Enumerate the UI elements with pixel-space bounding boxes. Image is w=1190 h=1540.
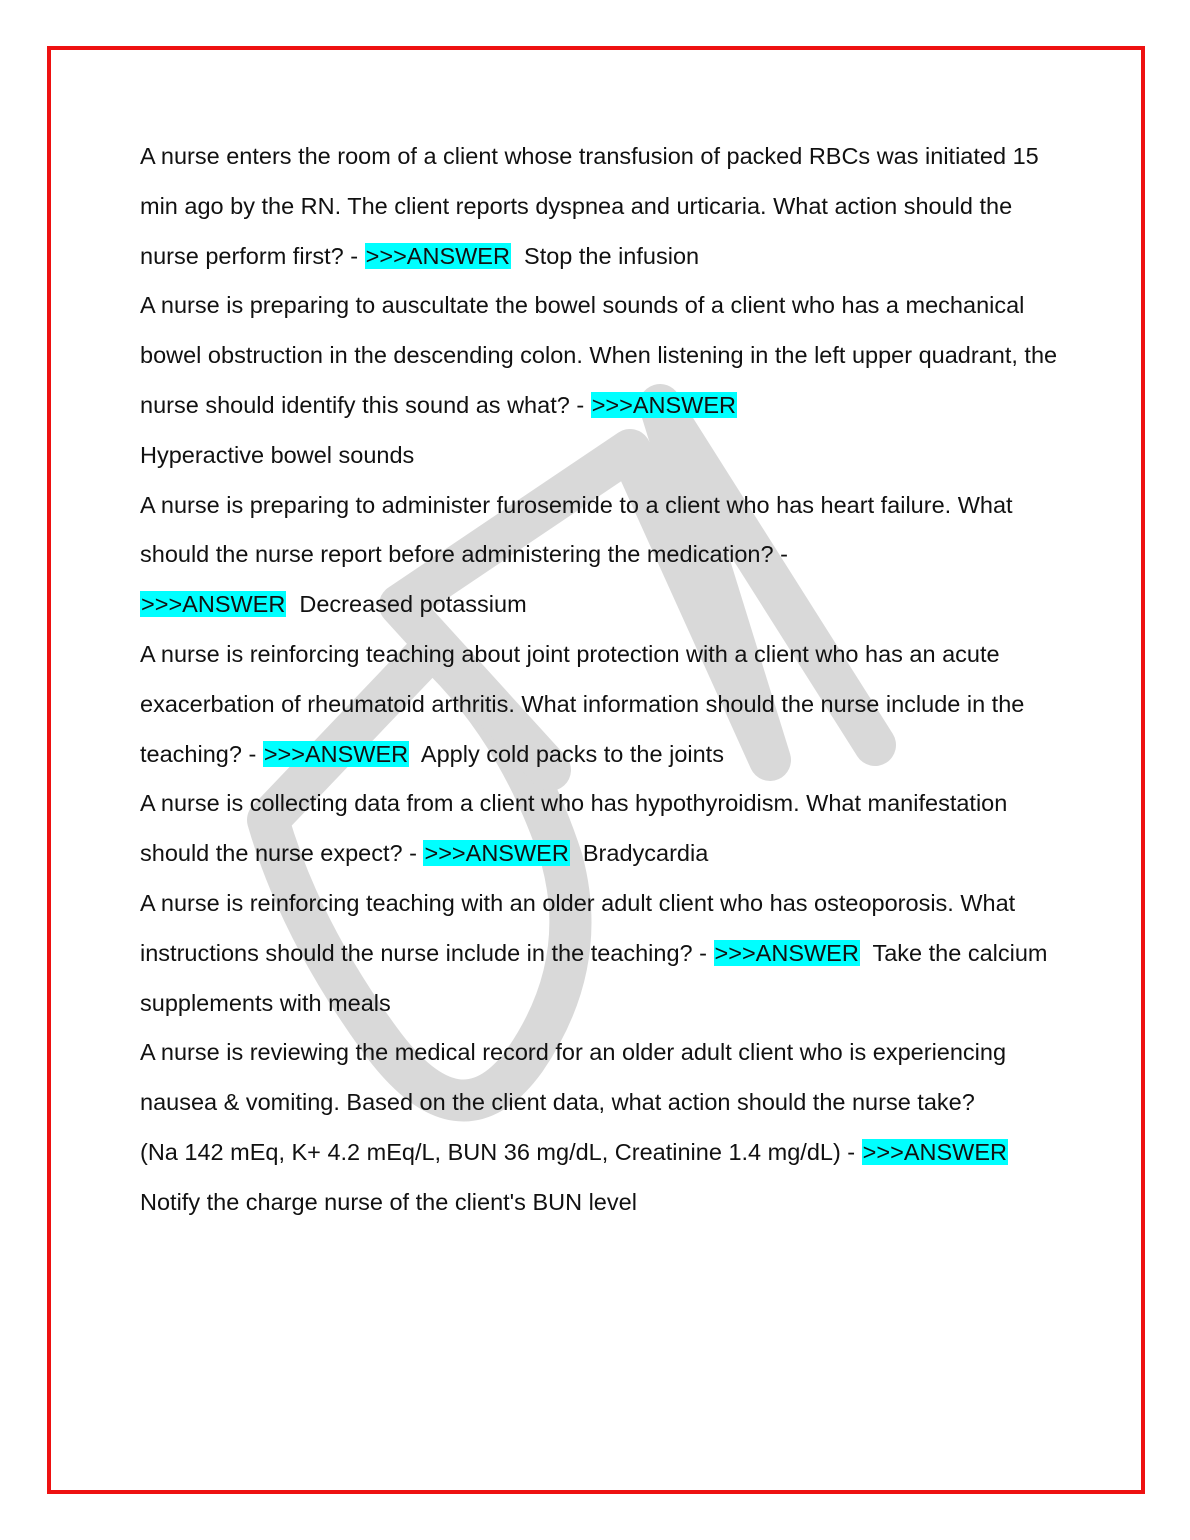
answer-text: Hyperactive bowel sounds [140,441,415,468]
answer-marker: >>>ANSWER [424,840,569,867]
question-extra-text: (Na 142 mEq, K+ 4.2 mEq/L, BUN 36 mg/dL, Creatinine 1.4 mg/dL) - [140,1138,862,1165]
qa-item [140,281,1070,480]
question-text: A nurse is preparing to auscultate the bowel sounds of a client who has a mechanical bowel obstruction in the descending colon. When listening in the left upper quadrant, the nurse should identify this sound as what? - [140,292,1058,418]
answer-text: Stop the infusion [524,242,700,269]
qa-item [140,630,1070,779]
question-text: A nurse is reinforcing teaching with an older adult client who has osteoporosis. What instructions should the nurse include in the teaching? - [140,889,1016,966]
qa-item [140,1028,1070,1227]
question-text: A nurse is collecting data from a client who has hypothyroidism. What manifestation should the nurse expect? - [140,790,1008,867]
answer-marker: >>>ANSWER [591,391,737,418]
answer-marker: >>>ANSWER [714,939,859,966]
answer-marker: >>>ANSWER [263,740,409,767]
answer-marker: >>>ANSWER [365,242,510,269]
question-text: A nurse enters the room of a client whose transfusion of packed RBCs was initiated 15 min ago by the RN. The client reports dyspnea and urticaria. What action should the nurse perform first? - [140,143,1039,269]
qa-item [140,481,1070,630]
question-text: A nurse is reviewing the medical record for an older adult client who is experiencing nausea & vomiting. Based on the client data, what action should the nurse take? [140,1039,1007,1116]
answer-marker: >>>ANSWER [141,591,286,618]
qa-item [140,132,1070,281]
question-text: A nurse is reinforcing teaching about joint protection with a client who has an acute exacerbation of rheumatoid arthritis. What information should the nurse include in the teaching? - [140,640,1025,767]
answer-marker: >>>ANSWER [862,1138,1007,1165]
answer-text: Bradycardia [582,840,709,867]
answer-text: Take the calcium supplements with meals [140,939,1048,1016]
answer-text: Notify the charge nurse of the client's BUN level [140,1188,637,1215]
answer-text: Decreased potassium [299,591,527,618]
qa-item [140,879,1070,1028]
qa-document [140,132,1070,1228]
answer-text: Apply cold packs to the joints [420,740,724,767]
question-text: A nurse is preparing to administer furosemide to a client who has heart failure. What should the nurse report before administering the medication? - [140,491,1013,568]
qa-item [140,779,1070,879]
